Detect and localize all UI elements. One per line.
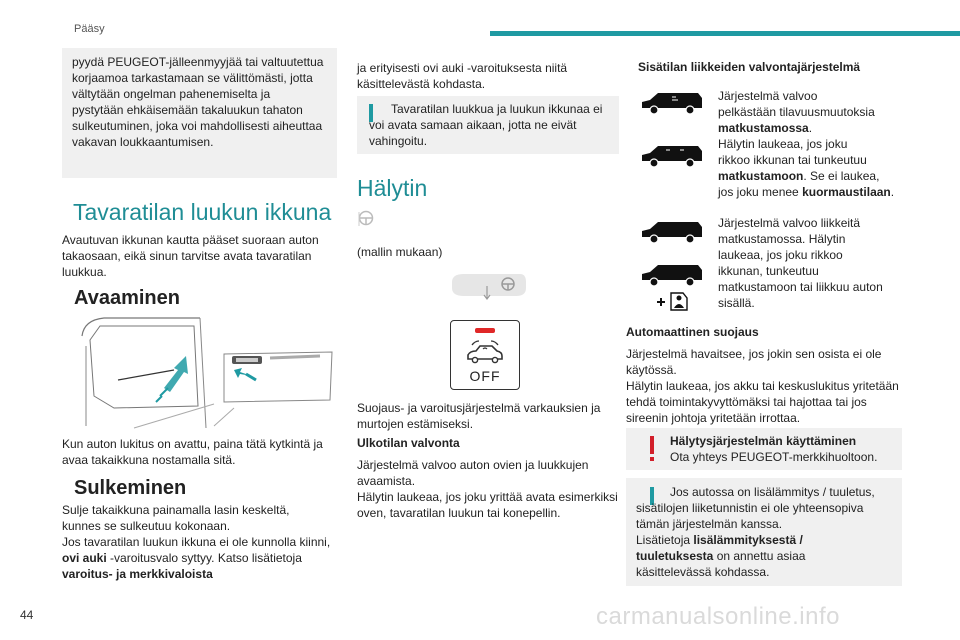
watermark[interactable]: carmanualsonline.info — [596, 603, 840, 630]
opening-text: Kun auton lukitus on avattu, paina tätä kytkintä ja avaa takaikkuna nostamalla sitä. — [62, 437, 323, 467]
closing-text-2: Jos tavaratilan luukun ikkuna ei ole kunnolla kiinni, ovi auki -varoitusvalo syttyy. Katso lisätietoja varoitus- ja merkkivaloista — [62, 535, 331, 581]
alarm-off-button[interactable] — [450, 320, 520, 390]
continued-warning-text: pyydä PEUGEOT-jälleenmyyjää tai valtuutettua korjaamoa tarkastamaan se välittömästi, jotta vältytään ongelman pahenemiselta ja pystytään ehkäisemään takaluukun tahaton sulkeutuminen, joka voi mahdollisesti aiheuttaa vakavan loukkaantumisen. — [72, 55, 324, 149]
exterior-heading: Ulkotilan valvonta — [357, 436, 460, 450]
opening-heading: Avaaminen — [74, 287, 180, 309]
auto-protection-text-1: Järjestelmä havaitsee, jos jokin sen osista ei ole käytössä. — [626, 347, 882, 377]
header-accent-bar — [490, 31, 960, 36]
car-icon — [640, 143, 704, 169]
info-heater-text-2: Lisätietoja lisälämmityksestä / tuuletuksesta on annettu asiaa käsittelevässä kohdassa. — [636, 533, 806, 579]
interior-monitoring-heading: Sisätilan liikkeiden valvontajärjestelmä — [638, 60, 861, 74]
closing-heading: Sulkeminen — [74, 477, 187, 499]
alarm-system-text: Suojaus- ja varoitusjärjestelmä varkauksien ja murtojen estämiseksi. — [357, 401, 601, 431]
alarm-indicator-led — [475, 328, 495, 333]
exterior-text-2: Hälytin laukeaa, jos joku yrittää avata esimerkiksi oven, tavaratilan luukun tai konepellin. — [357, 490, 618, 520]
page-number: 44 — [20, 608, 34, 622]
alarm-off-icon — [464, 339, 506, 365]
interior-block-1: Järjestelmä valvoo pelkästään tilavuusmuutoksia matkustamossa. Hälytin laukeaa, jos joku rikkoo ikkunan tai tunkeutuu matkustamoon. Se ei laukea, jos joku menee kuormaustilaan. — [718, 89, 895, 199]
auto-protection-text-2: Hälytin laukeaa, jos akku tai keskuslukitus yritetään tehdä toimintakyvyttömäksi tai hajottaa tai jos sireenin johtoja yritetään irrottaa. — [626, 379, 899, 425]
rear-window-illustration — [74, 316, 336, 430]
running-header: Pääsy — [74, 23, 105, 35]
closing-text-1: Sulje takaikkuna painamalla lasin keskeltä, kunnes se sulkeutuu kokonaan. — [62, 503, 290, 533]
steering-wheel-icon — [357, 210, 375, 228]
continued-warning-box — [62, 48, 337, 178]
ceiling-console-illustration — [450, 272, 528, 302]
warning-text: Ota yhteys PEUGEOT-merkkihuoltoon. — [670, 450, 878, 464]
warning-box-alarm — [626, 428, 902, 470]
warning-icon-dot — [650, 457, 654, 461]
person-icon — [655, 290, 689, 312]
car-icon — [640, 219, 704, 245]
info-box-window-text: Tavaratilan luukkua ja luukun ikkunaa ei voi avata samaan aikaan, jotta ne eivät vahingoitu. — [369, 102, 603, 148]
car-icon — [640, 262, 704, 288]
car-icon — [640, 90, 704, 116]
window-intro: Avautuvan ikkunan kautta pääset suoraan auton takaosaan, eikä sinun tarvitse avata tavaratilan luukkua. — [62, 233, 319, 279]
alarm-off-label: OFF — [469, 368, 501, 384]
info-heater-text-1: Jos autossa on lisälämmitys / tuuletus, sisätilojen liiketunnistin ei ole yhteensopiva tämän järjestelmän kanssa. — [636, 485, 875, 531]
info-box-window — [357, 96, 619, 154]
exterior-text-1: Järjestelmä valvoo auton ovien ja luukkujen avaamista. — [357, 458, 589, 488]
warning-title: Hälytysjärjestelmän käyttäminen — [670, 434, 857, 448]
section-title-window: Tavaratilan luukun ikkuna — [73, 199, 332, 225]
doors-open-reference: ja erityisesti ovi auki -varoituksesta niitä käsittelevästä kohdasta. — [357, 61, 568, 91]
warning-icon — [650, 436, 654, 454]
info-box-heater — [626, 478, 902, 586]
model-note: (mallin mukaan) — [357, 245, 443, 259]
auto-protection-heading: Automaattinen suojaus — [626, 325, 759, 339]
section-title-alarm: Hälytin — [357, 175, 428, 201]
interior-block-2: Järjestelmä valvoo liikkeitä matkustamossa. Hälytin laukeaa, jos joku rikkoo ikkunan, tunkeutuu matkustamoon tai liikkuu auton sisällä. — [718, 216, 883, 310]
